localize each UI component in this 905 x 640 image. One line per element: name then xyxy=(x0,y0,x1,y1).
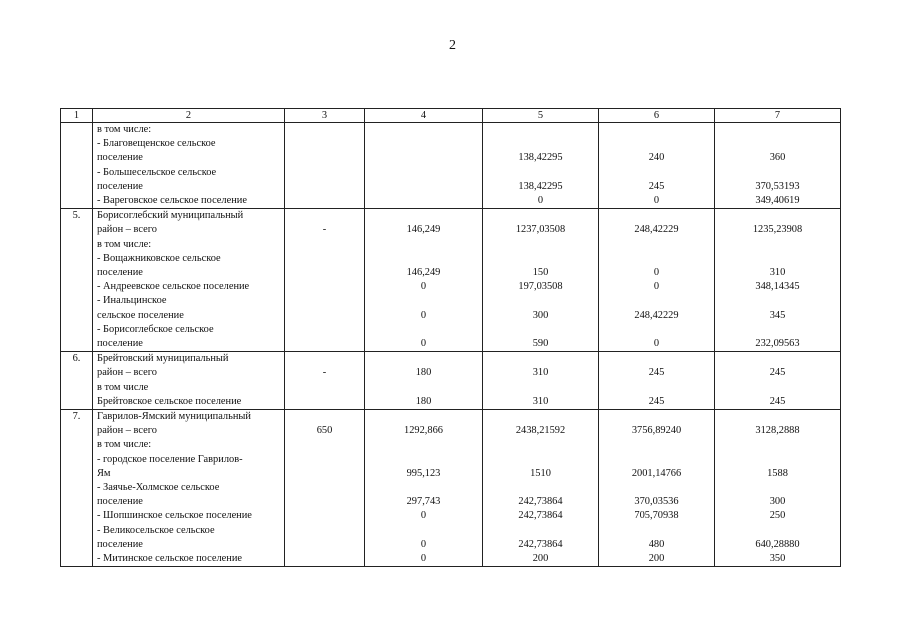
district-name: в том числе: - Благовещенское сельское поселение - Большесельское сельское поселение - Вареговское сельское поселение xyxy=(93,123,285,209)
cell-col4: 1292,866 995,123 297,743 0 0 0 xyxy=(365,410,483,567)
cell-col6: 240 245 0 xyxy=(599,123,715,209)
table-row xyxy=(61,352,841,410)
cell-col5: 2438,21592 1510 242,73864 242,73864 242,73864 200 xyxy=(483,410,599,567)
cell-col4: 146,249 146,249 0 0 0 xyxy=(365,209,483,352)
cell-col7: 3128,2888 1588 300 250 640,28880 350 xyxy=(715,410,841,567)
row-number: 5. xyxy=(61,209,93,352)
cell-col3: 650 xyxy=(285,410,365,567)
table-row xyxy=(61,410,841,567)
cell-col3 xyxy=(285,123,365,209)
page-number: 2 xyxy=(449,38,456,53)
column-header: 2 xyxy=(93,109,285,123)
column-header: 7 xyxy=(715,109,841,123)
cell-col3: - xyxy=(285,352,365,410)
cell-col7: 360 370,53193 349,40619 xyxy=(715,123,841,209)
column-header: 6 xyxy=(599,109,715,123)
table-row xyxy=(61,123,841,209)
cell-col4: 180 180 xyxy=(365,352,483,410)
row-number: 6. xyxy=(61,352,93,410)
cell-col4 xyxy=(365,123,483,209)
cell-col7: 1235,23908 310 348,14345 345 232,09563 xyxy=(715,209,841,352)
cell-col6: 3756,89240 2001,14766 370,03536 705,70938 480 200 xyxy=(599,410,715,567)
column-header: 3 xyxy=(285,109,365,123)
row-number xyxy=(61,123,93,209)
cell-col5: 138,42295 138,42295 0 xyxy=(483,123,599,209)
district-name: Брейтовский муниципальный район – всего в том числе Брейтовское сельское поселение xyxy=(93,352,285,410)
column-header: 5 xyxy=(483,109,599,123)
cell-col6: 248,42229 0 0 248,42229 0 xyxy=(599,209,715,352)
district-name: Гаврилов-Ямский муниципальный район – всего в том числе: - городское поселение Гаврилов- Ям - Заячье-Холмское сельское поселение - Шопшинское сельское поселение - Великосельское сельское поселение - Митинское сельское поселение xyxy=(93,410,285,567)
district-name: Борисоглебский муниципальный район – всего в том числе: - Вощажниковское сельское поселение - Андреевское сельское поселение - Инальцинское сельское поселение - Борисоглебское сельское поселение xyxy=(93,209,285,352)
column-header: 1 xyxy=(61,109,93,123)
cell-col6: 245 245 xyxy=(599,352,715,410)
data-table xyxy=(60,108,841,567)
row-number: 7. xyxy=(61,410,93,567)
cell-col7: 245 245 xyxy=(715,352,841,410)
cell-col3: - xyxy=(285,209,365,352)
table-header-row xyxy=(61,109,841,123)
column-header: 4 xyxy=(365,109,483,123)
table-row xyxy=(61,209,841,352)
table-body xyxy=(61,109,841,567)
cell-col5: 310 310 xyxy=(483,352,599,410)
cell-col5: 1237,03508 150 197,03508 300 590 xyxy=(483,209,599,352)
